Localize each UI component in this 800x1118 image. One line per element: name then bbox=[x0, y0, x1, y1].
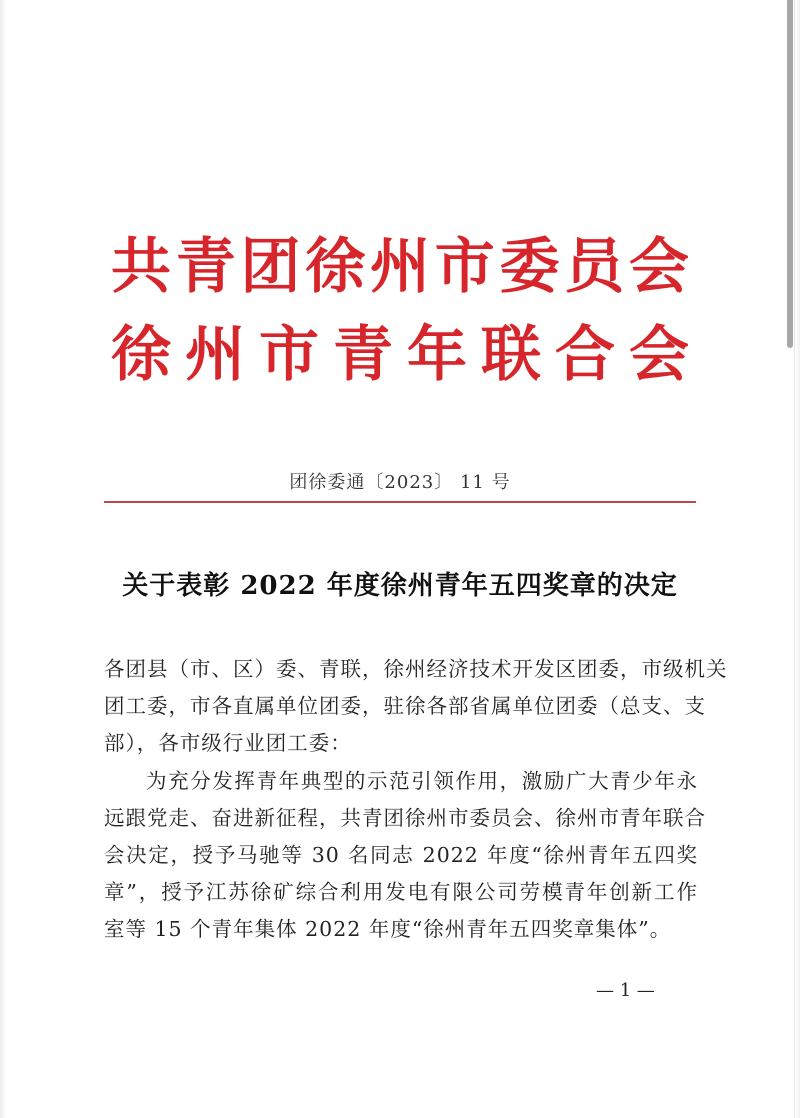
title-char: 徐 bbox=[305, 232, 366, 302]
vertical-scrollbar[interactable] bbox=[787, 0, 793, 348]
issuer-title-line-1 bbox=[110, 232, 690, 302]
page-right-edge bbox=[794, 0, 800, 1118]
title-char: 委 bbox=[499, 232, 560, 302]
title-char: 市 bbox=[434, 232, 495, 302]
title-char: 青 bbox=[333, 320, 393, 390]
title-char: 州 bbox=[185, 320, 245, 390]
addressee-line: 各团县（市、区）委、青联，徐州经济技术开发区团委，市级机关 bbox=[104, 657, 728, 681]
title-char: 合 bbox=[555, 320, 615, 390]
addressee-line: 部），各市级行业团工委： bbox=[104, 731, 352, 755]
title-char: 市 bbox=[259, 320, 319, 390]
title-char: 联 bbox=[481, 320, 541, 390]
title-char: 州 bbox=[370, 232, 430, 302]
body-line: 为充分发挥青年典型的示范引领作用，激励广大青少年永 bbox=[146, 769, 698, 793]
page-number: — 1 — bbox=[596, 980, 655, 1001]
title-char: 会 bbox=[629, 232, 689, 302]
body-line: 远跟党走、奋进新征程，共青团徐州市委员会、徐州市青年联合 bbox=[104, 806, 706, 830]
body-line: 会决定，授予马驰等 30 名同志 2022 年度“徐州青年五四奖 bbox=[104, 843, 698, 867]
document-heading: 关于表彰 2022 年度徐州青年五四奖章的决定 bbox=[122, 571, 678, 601]
title-char: 徐 bbox=[111, 320, 171, 390]
title-char: 员 bbox=[564, 232, 625, 302]
title-char: 年 bbox=[407, 320, 467, 390]
title-char: 共 bbox=[111, 232, 171, 302]
issuer-title-line-2 bbox=[110, 320, 690, 390]
body-line: 室等 15 个青年集体 2022 年度“徐州青年五四奖章集体”。 bbox=[104, 917, 672, 941]
body-line: 章”，授予江苏徐矿综合利用发电有限公司劳模青年创新工作 bbox=[104, 880, 698, 904]
title-char: 团 bbox=[240, 232, 301, 302]
title-char: 青 bbox=[175, 232, 236, 302]
title-char: 会 bbox=[629, 320, 689, 390]
document-number: 团徐委通〔2023〕 11 号 bbox=[289, 472, 511, 493]
addressee-line: 团工委，市各直属单位团委，驻徐各部省属单位团委（总支、支 bbox=[104, 694, 706, 718]
page-left-shadow bbox=[0, 0, 6, 1118]
red-divider bbox=[104, 501, 696, 503]
